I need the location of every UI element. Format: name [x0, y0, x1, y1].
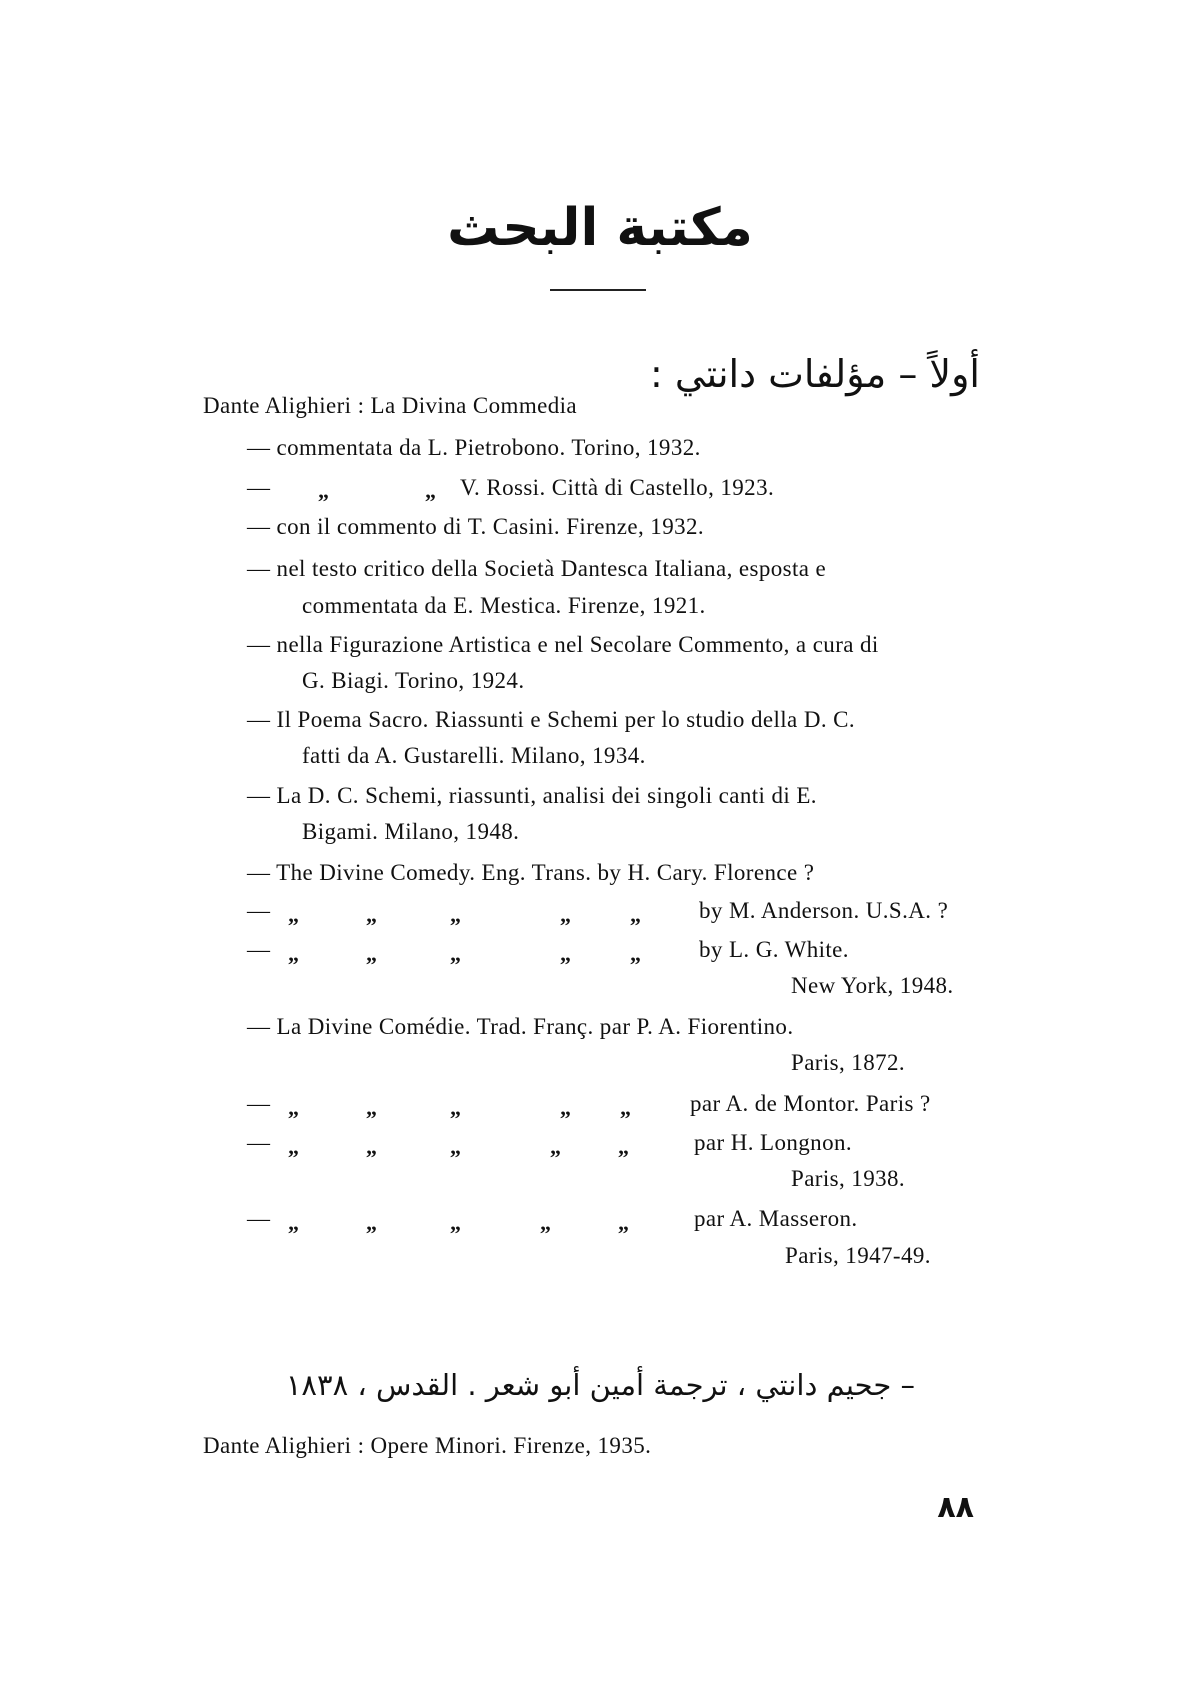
ditto-mark: „	[288, 941, 299, 966]
page-title: مكتبة البحث	[447, 198, 753, 258]
ditto-mark: „	[425, 478, 436, 503]
entry-dash: —	[247, 1091, 270, 1116]
entry-line: — nel testo critico della Società Dantesca Italiana, esposta e	[247, 556, 827, 581]
ditto-mark: „	[366, 1210, 377, 1235]
page-number: ٨٨	[937, 1490, 974, 1525]
ditto-mark: „	[450, 941, 461, 966]
ditto-mark: „	[366, 902, 377, 927]
ditto-mark: „	[288, 902, 299, 927]
ditto-mark: „	[618, 1210, 629, 1235]
entry-main-work: Dante Alighieri : Opere Minori. Firenze, 1935.	[203, 1433, 652, 1458]
entry-continuation: Paris, 1947-49.	[785, 1243, 931, 1268]
ditto-mark: „	[366, 1095, 377, 1120]
ditto-mark: „	[540, 1210, 551, 1235]
entry-line: par A. Masseron.	[694, 1206, 858, 1231]
ditto-mark: „	[450, 902, 461, 927]
entry-line: — The Divine Comedy. Eng. Trans. by H. Cary. Florence ?	[247, 860, 815, 885]
entry-line: par A. de Montor. Paris ?	[690, 1091, 931, 1116]
entry-line: by L. G. White.	[699, 937, 849, 962]
entry-line: V. Rossi. Città di Castello, 1923.	[460, 475, 775, 500]
ditto-mark: „	[550, 1134, 561, 1159]
ditto-mark: „	[288, 1095, 299, 1120]
ditto-mark: „	[288, 1134, 299, 1159]
ditto-mark: „	[560, 1095, 571, 1120]
entry-continuation: New York, 1948.	[791, 973, 954, 998]
ditto-mark: „	[560, 902, 571, 927]
ditto-mark: „	[630, 941, 641, 966]
entry-dash: —	[247, 898, 270, 923]
entry-dash: —	[247, 937, 270, 962]
entry-continuation: Paris, 1938.	[791, 1166, 906, 1191]
ditto-mark: „	[450, 1134, 461, 1159]
ditto-mark: „	[618, 1134, 629, 1159]
ditto-mark: „	[450, 1095, 461, 1120]
entry-main-work: Dante Alighieri : La Divina Commedia	[203, 393, 578, 418]
title-underline	[550, 289, 646, 291]
ditto-mark: „	[630, 902, 641, 927]
entry-line: by M. Anderson. U.S.A. ?	[699, 898, 949, 923]
ditto-mark: „	[288, 1210, 299, 1235]
entry-line: — nella Figurazione Artistica e nel Secolare Commento, a cura di	[247, 632, 879, 657]
ditto-mark: „	[366, 1134, 377, 1159]
ditto-mark: „	[560, 941, 571, 966]
entry-line: — Il Poema Sacro. Riassunti e Schemi per lo studio della D. C.	[247, 707, 856, 732]
entry-dash: —	[247, 1130, 270, 1155]
entry-line: — con il commento di T. Casini. Firenze, 1932.	[247, 514, 705, 539]
arabic-translation-entry: – جحيم دانتي ، ترجمة أمين أبو شعر . القدس ، ١٨٣٨	[285, 1368, 915, 1402]
entry-continuation: Paris, 1872.	[791, 1050, 906, 1075]
section-heading: أولاً – مؤلفات دانتي :	[649, 352, 980, 396]
ditto-mark: „	[450, 1210, 461, 1235]
ditto-mark: „	[366, 941, 377, 966]
entry-line: — La Divine Comédie. Trad. Franç. par P. A. Fiorentino.	[247, 1014, 794, 1039]
entry-dash: —	[247, 475, 270, 500]
ditto-mark: „	[318, 478, 329, 503]
entry-line: — commentata da L. Pietrobono. Torino, 1932.	[247, 435, 701, 460]
entry-continuation: G. Biagi. Torino, 1924.	[302, 668, 525, 693]
ditto-mark: „	[620, 1095, 631, 1120]
entry-line: par H. Longnon.	[694, 1130, 853, 1155]
entry-continuation: Bigami. Milano, 1948.	[302, 819, 520, 844]
entry-continuation: fatti da A. Gustarelli. Milano, 1934.	[302, 743, 646, 768]
entry-continuation: commentata da E. Mestica. Firenze, 1921.	[302, 593, 706, 618]
entry-line: — La D. C. Schemi, riassunti, analisi dei singoli canti di E.	[247, 783, 817, 808]
entry-dash: —	[247, 1206, 270, 1231]
